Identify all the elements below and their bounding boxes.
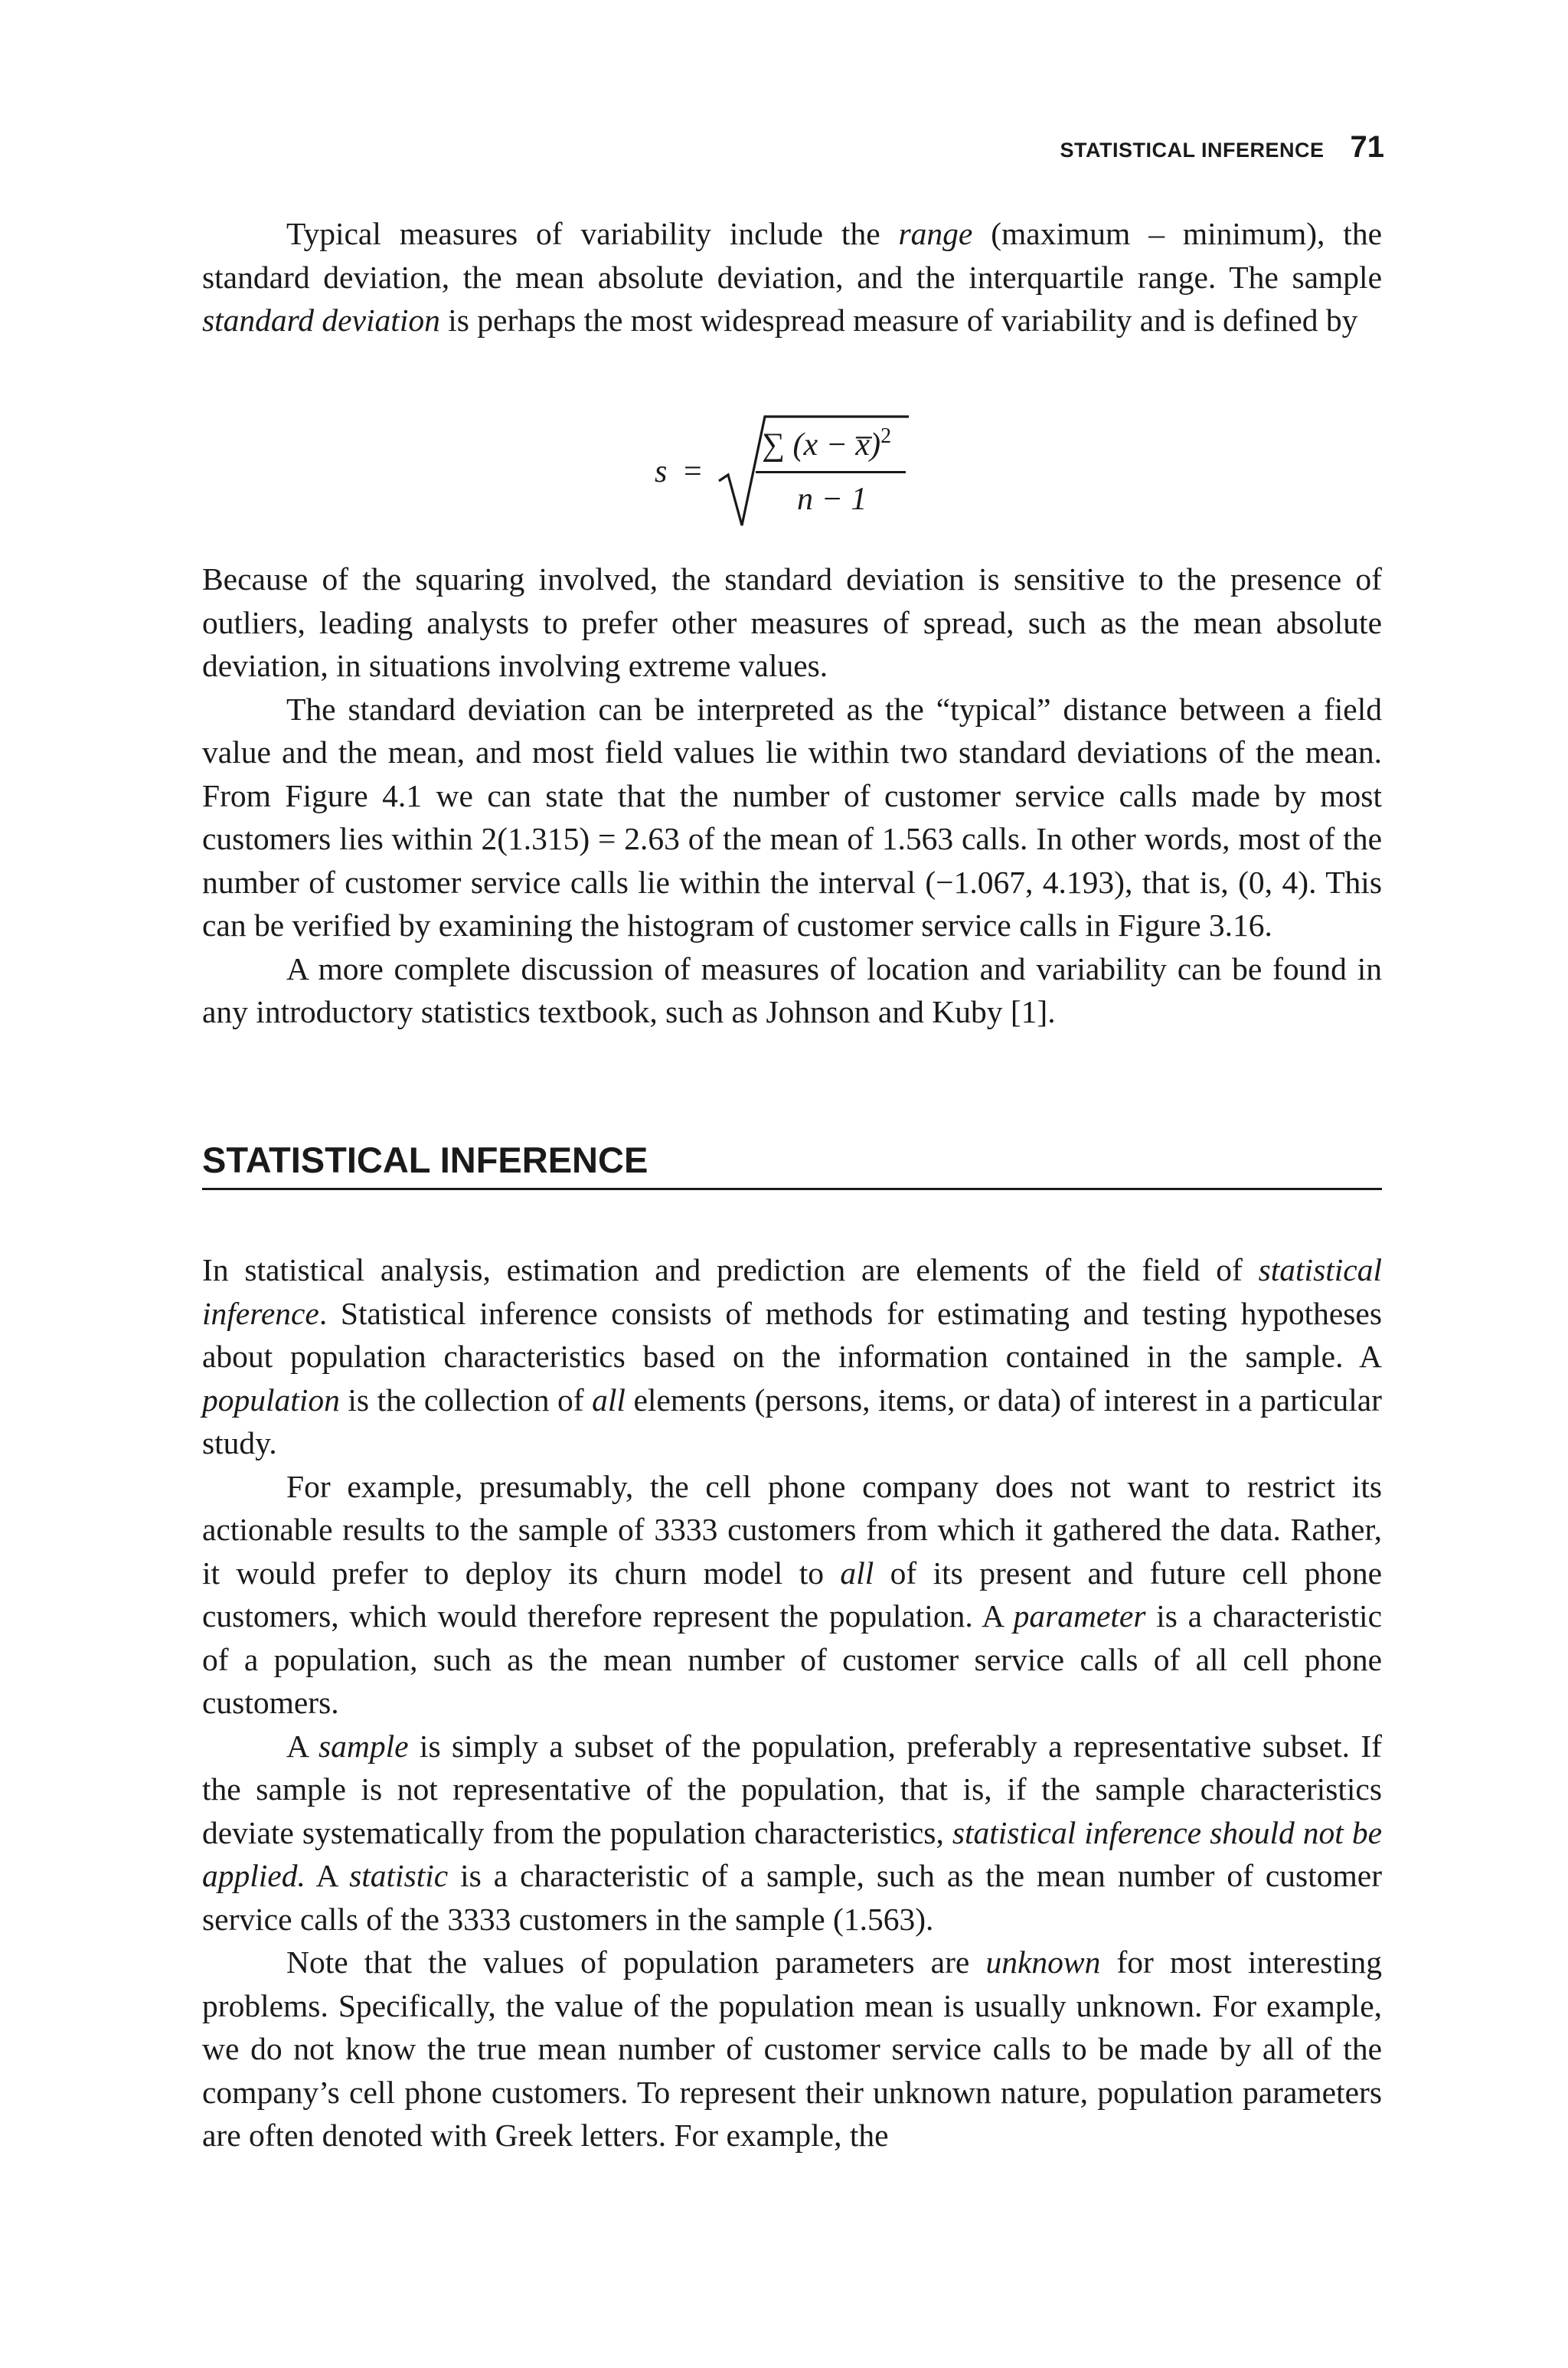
italic-term-unknown: unknown [985, 1944, 1101, 1980]
text-run: is perhaps the most widespread measure of variability and is defined by [439, 303, 1358, 338]
page-number: 71 [1350, 130, 1384, 164]
text-run: Typical measures of variability include the [286, 216, 899, 251]
italic-term-parameter: parameter [1013, 1598, 1146, 1634]
paragraph-unknown-parameters [202, 1941, 1382, 2157]
italic-term-all: all [592, 1382, 626, 1418]
italic-phrase-warning: statistical inference should not be applied. [202, 1814, 1382, 1893]
text-run: is a characteristic of a population, such as the mean number of customer service calls of all cell phone customers. [202, 1598, 1382, 1720]
paragraph-sample-definition [202, 1725, 1382, 1941]
italic-term-sample: sample [318, 1728, 409, 1764]
italic-term-range: range [898, 216, 973, 251]
summation-symbol: ∑ [762, 427, 785, 463]
paragraph-outliers: Because of the squaring involved, the standard deviation is sensitive to the presence of outliers, leading analysts to prefer other measures of spread, such as the mean absolute deviation, in situations involving extreme values. [202, 561, 1382, 683]
text-block-bottom [202, 1248, 1382, 2157]
section-heading: STATISTICAL INFERENCE [202, 1137, 1382, 1190]
text-run: for most interesting problems. Specifically, the value of the population mean is usually unknown. For example, we do not know the true mean number of customer service calls to be made by all of the company’s cell phone customers. To represent their unknown nature, population parameters are often denoted with Greek letters. For example, the [202, 1944, 1383, 2153]
text-run: Note that the values of population parameters are [286, 1944, 986, 1980]
italic-term-statistical-inference: statistical inference [202, 1252, 1382, 1331]
text-run: For example, presumably, the cell phone company does not want to restrict its actionable results to the sample of 3333 customers from which it gathered the data. Rather, it would prefer to deploy its churn model to [202, 1468, 1382, 1591]
text-run: is simply a subset of the population, preferably a representative subset. If the sample is not representative of the population, that is, if the sample characteristics deviate systematically from the population characteristics, [202, 1728, 1382, 1850]
text-run: . Statistical inference consists of methods for estimating and testing hypotheses about population characteristics based on the information contained in the sample. A [202, 1295, 1382, 1374]
paragraph-further-reading: A more complete discussion of measures of location and variability can be found in any introductory statistics textbook, such as Johnson and Kuby [1]. [202, 950, 1382, 1029]
italic-term-statistic: statistic [349, 1858, 449, 1893]
text-run: elements (persons, items, or data) of interest in a particular study. [202, 1382, 1382, 1460]
formula-equals: = [684, 454, 702, 489]
formula-lhs: s [655, 454, 668, 489]
text-run: is a characteristic of a sample, such as the mean number of customer service calls of the 3333 customers in the sample (1.563). [202, 1858, 1383, 1937]
paragraph-inference-definition [202, 1248, 1382, 1465]
italic-term-population: population [202, 1382, 340, 1418]
paragraph-interpretation: The standard deviation can be interpreted as the “typical” distance between a field value and the mean, and most field values lie within two standard deviations of the mean. From Figure 4.1 we can state that the number of customer service calls made by most customers lies within 2(1.315) = 2.63 of the mean of 1.563 calls. In other words, most of the number of customer service calls lie within the interval (−1.067, 4.193), that is, (0, 4). This can be verified by examining the histogram of customer service calls in Figure 3.16. [202, 691, 1382, 943]
text-block-middle [202, 558, 1382, 1034]
text-run: In statistical analysis, estimation and prediction are elements of the field of [202, 1252, 1259, 1287]
formula-numerator [762, 424, 891, 463]
text-run: A [286, 1728, 319, 1764]
text-block-top [202, 212, 1382, 342]
text-run: of its present and future cell phone customers, which would therefore represent the population. A [202, 1555, 1382, 1634]
paragraph-variability [202, 212, 1382, 342]
italic-term-all: all [840, 1555, 874, 1591]
text-run: A [305, 1858, 350, 1893]
running-head [1060, 130, 1384, 165]
text-run: (maximum – minimum), the standard deviation, the mean absolute deviation, and the interquartile range. The sample [202, 216, 1382, 295]
italic-term-standard-deviation: standard deviation [202, 303, 440, 338]
numerator-exponent: 2 [880, 424, 892, 448]
paragraph-population-example [202, 1465, 1382, 1725]
text-run: is the collection of [339, 1382, 593, 1418]
standard-deviation-formula [655, 410, 930, 533]
fraction-bar [756, 471, 906, 473]
numerator-body: (x − x̅) [792, 427, 881, 463]
formula-denominator: n − 1 [797, 482, 867, 517]
running-title: STATISTICAL INFERENCE [1060, 139, 1325, 162]
